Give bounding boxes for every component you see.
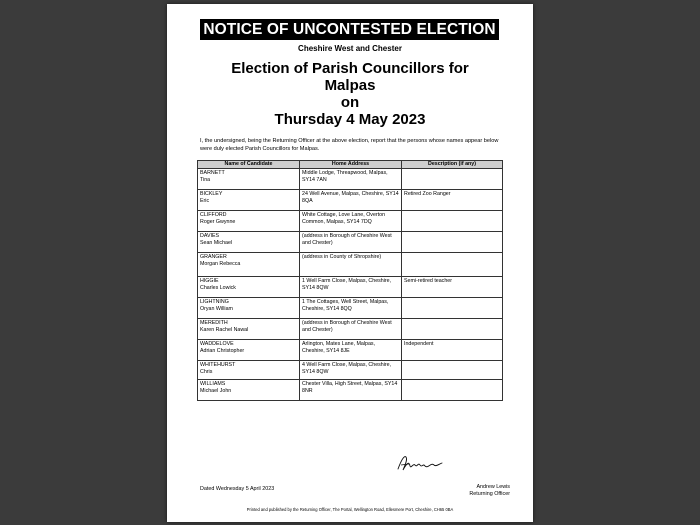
table-row	[198, 211, 503, 232]
candidate-name-cell	[198, 340, 300, 361]
candidate-forenames: Tina	[200, 176, 211, 183]
table-row	[198, 169, 503, 190]
candidate-surname: HIGGIE	[200, 278, 219, 284]
council-name: Cheshire West and Chester	[298, 44, 402, 53]
table-header-row	[198, 161, 503, 169]
officer-title: Returning Officer	[469, 491, 510, 497]
table-row	[198, 319, 503, 340]
candidate-description	[402, 380, 503, 401]
candidate-description: Semi-retired teacher	[402, 277, 503, 298]
candidate-surname: GRANGER	[200, 254, 227, 260]
header-name-of-candidate: Name of Candidate	[198, 161, 300, 169]
candidate-surname: LIGHTNING	[200, 299, 229, 305]
candidate-address: 1 Well Farm Close, Malpas, Cheshire, SY14 8QW	[300, 277, 402, 298]
imprint-footer: Printed and published by the Returning Officer, The Portal, Wellington Road, Ellesmere Port, Cheshire, CH65 0BA	[246, 507, 454, 512]
header-description: Description (if any)	[402, 161, 503, 169]
header-home-address: Home Address	[300, 161, 402, 169]
title-line-1: Election of Parish Councillors for	[231, 60, 469, 77]
candidate-surname: WADDELOVE	[200, 341, 234, 347]
candidates-table	[197, 160, 503, 401]
candidate-forenames: Michael John	[200, 387, 232, 394]
candidate-surname: MEREDITH	[200, 320, 228, 326]
candidate-forenames: Morgan Rebecca	[200, 260, 241, 267]
candidate-name-cell	[198, 319, 300, 340]
candidate-forenames: Karen Rachel Nawal	[200, 326, 249, 333]
intro-paragraph: I, the undersigned, being the Returning Officer at the above election, report that the persons whose names appear below were duly elected Parish Councillors for Malpas.	[200, 138, 499, 152]
candidate-surname: CLIFFORD	[200, 212, 227, 218]
returning-officer	[469, 484, 510, 498]
table-row	[198, 253, 503, 277]
candidate-name-cell	[198, 298, 300, 319]
candidate-description: Independent	[402, 340, 503, 361]
title-line-4: Thursday 4 May 2023	[274, 111, 426, 128]
candidate-name-cell	[198, 277, 300, 298]
candidate-description	[402, 211, 503, 232]
notice-page	[167, 4, 533, 522]
candidate-forenames: Sean Michael	[200, 239, 233, 246]
signature-image	[395, 451, 445, 475]
candidate-surname: BICKLEY	[200, 191, 223, 197]
candidate-address: Chester Villa, High Street, Malpas, SY14 8NR	[300, 380, 402, 401]
candidate-description	[402, 169, 503, 190]
candidate-name-cell	[198, 361, 300, 380]
candidate-description	[402, 298, 503, 319]
candidate-address: Arlington, Mates Lane, Malpas, Cheshire, SY14 8JE	[300, 340, 402, 361]
candidate-address: 4 Well Farm Close, Malpas, Cheshire, SY14 8QW	[300, 361, 402, 380]
candidate-surname: DAVIES	[200, 233, 220, 239]
candidate-forenames: Charles Lowick	[200, 284, 236, 291]
table-row	[198, 380, 503, 401]
candidate-address: (address in Borough of Cheshire West and Chester)	[300, 232, 402, 253]
table-row	[198, 277, 503, 298]
candidate-forenames: Oryan William	[200, 305, 233, 312]
candidate-name-cell	[198, 211, 300, 232]
table-row	[198, 190, 503, 211]
candidate-description	[402, 361, 503, 380]
officer-name: Andrew Lewis	[476, 484, 510, 490]
table-row	[198, 232, 503, 253]
election-title	[167, 60, 533, 128]
candidate-description: Retired Zoo Ranger	[402, 190, 503, 211]
candidate-address: White Cottage, Love Lane, Overton Common, Malpas, SY14 7DQ	[300, 211, 402, 232]
title-line-2: Malpas	[324, 77, 376, 94]
notice-banner: NOTICE OF UNCONTESTED ELECTION	[200, 19, 499, 40]
candidate-description	[402, 319, 503, 340]
candidate-surname: BARNETT	[200, 170, 225, 176]
table-row	[198, 340, 503, 361]
table-row	[198, 361, 503, 380]
candidate-forenames: Chris	[200, 368, 213, 375]
candidate-address: Middle Lodge, Threapwood, Malpas, SY14 7AN	[300, 169, 402, 190]
candidate-forenames: Eric	[200, 197, 210, 204]
dated-line: Dated Wednesday 5 April 2023	[200, 486, 275, 492]
candidate-name-cell	[198, 253, 300, 277]
candidate-address: 24 Well Avenue, Malpas, Cheshire, SY14 8QA	[300, 190, 402, 211]
candidate-name-cell	[198, 169, 300, 190]
candidate-description	[402, 253, 503, 277]
title-line-3: on	[340, 94, 360, 111]
candidate-name-cell	[198, 232, 300, 253]
candidate-address: (address in Borough of Cheshire West and Chester)	[300, 319, 402, 340]
candidate-name-cell	[198, 190, 300, 211]
candidate-forenames: Roger Gwynne	[200, 218, 236, 225]
candidate-surname: WILLIAMS	[200, 381, 226, 387]
table-row	[198, 298, 503, 319]
candidate-surname: WHITEHURST	[200, 362, 236, 368]
candidate-forenames: Adrian Christopher	[200, 347, 245, 354]
candidate-description	[402, 232, 503, 253]
candidate-address: (address in County of Shropshire)	[300, 253, 402, 277]
candidate-name-cell	[198, 380, 300, 401]
candidate-address: 1 The Cottages, Well Street, Malpas, Cheshire, SY14 8QQ	[300, 298, 402, 319]
